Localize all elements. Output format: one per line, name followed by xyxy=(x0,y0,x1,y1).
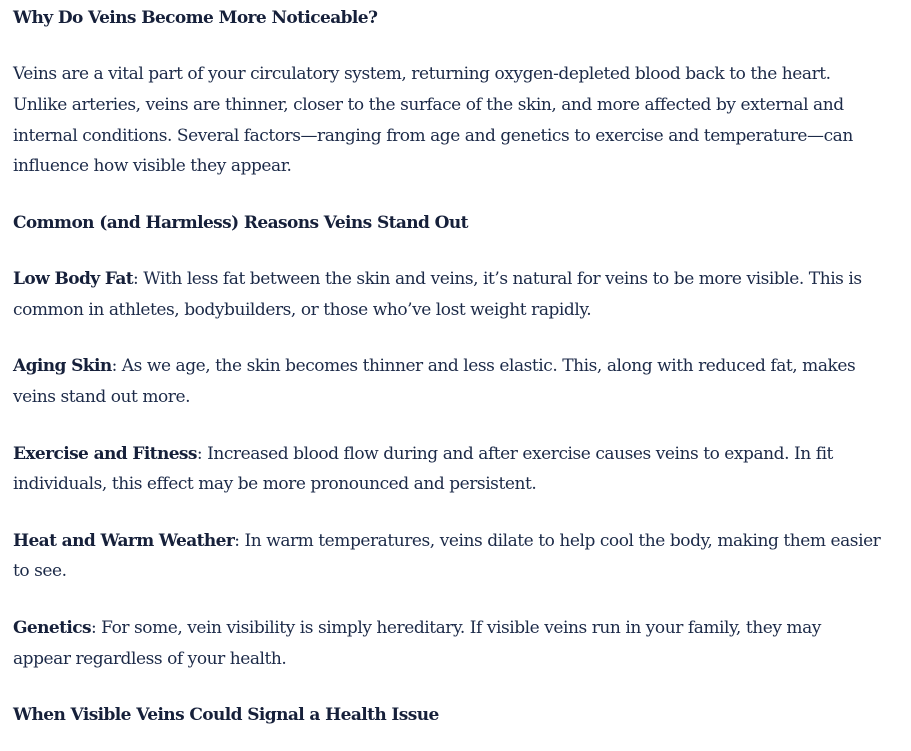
reason-line: common in athletes, bodybuilders, or those who’ve lost weight rapidly. xyxy=(13,300,592,320)
intro-line: influence how visible they appear. xyxy=(13,156,292,176)
reason-term: Exercise and Fitness xyxy=(13,444,197,464)
reason-term: Aging Skin xyxy=(13,356,112,376)
intro-line: internal conditions. Several factors—ranging from age and genetics to exercise and temperature—can xyxy=(13,126,853,146)
reason-line: veins stand out more. xyxy=(13,387,191,407)
section-heading-common-reasons: Common (and Harmless) Reasons Veins Stand Out xyxy=(13,213,468,233)
reason-line xyxy=(13,618,821,638)
reason-term: Low Body Fat xyxy=(13,269,134,289)
intro-line: Veins are a vital part of your circulatory system, returning oxygen-depleted blood back to the heart. xyxy=(13,64,831,84)
reason-text: : As we age, the skin becomes thinner and less elastic. This, along with reduced fat, makes xyxy=(111,356,856,376)
reason-line: individuals, this effect may be more pronounced and persistent. xyxy=(13,474,537,494)
section-heading-health-issue: When Visible Veins Could Signal a Health Issue xyxy=(13,705,439,725)
reason-text: : In warm temperatures, veins dilate to help cool the body, making them easier xyxy=(234,531,881,551)
reason-line xyxy=(13,444,833,464)
reason-line xyxy=(13,269,862,289)
intro-line: Unlike arteries, veins are thinner, closer to the surface of the skin, and more affected by external and xyxy=(13,95,844,115)
section-heading-why-veins-noticeable: Why Do Veins Become More Noticeable? xyxy=(13,8,378,28)
reason-term: Genetics xyxy=(13,618,91,638)
reason-line: to see. xyxy=(13,561,67,581)
reason-text: : Increased blood flow during and after exercise causes veins to expand. In fit xyxy=(196,444,833,464)
reason-term: Heat and Warm Weather xyxy=(13,531,235,551)
reason-line xyxy=(13,356,855,376)
reason-text: : With less fat between the skin and veins, it’s natural for veins to be more visible. This is xyxy=(133,269,862,289)
reason-line xyxy=(13,531,880,551)
reason-line: appear regardless of your health. xyxy=(13,649,287,669)
reason-text: : For some, vein visibility is simply hereditary. If visible veins run in your family, they may xyxy=(90,618,821,638)
